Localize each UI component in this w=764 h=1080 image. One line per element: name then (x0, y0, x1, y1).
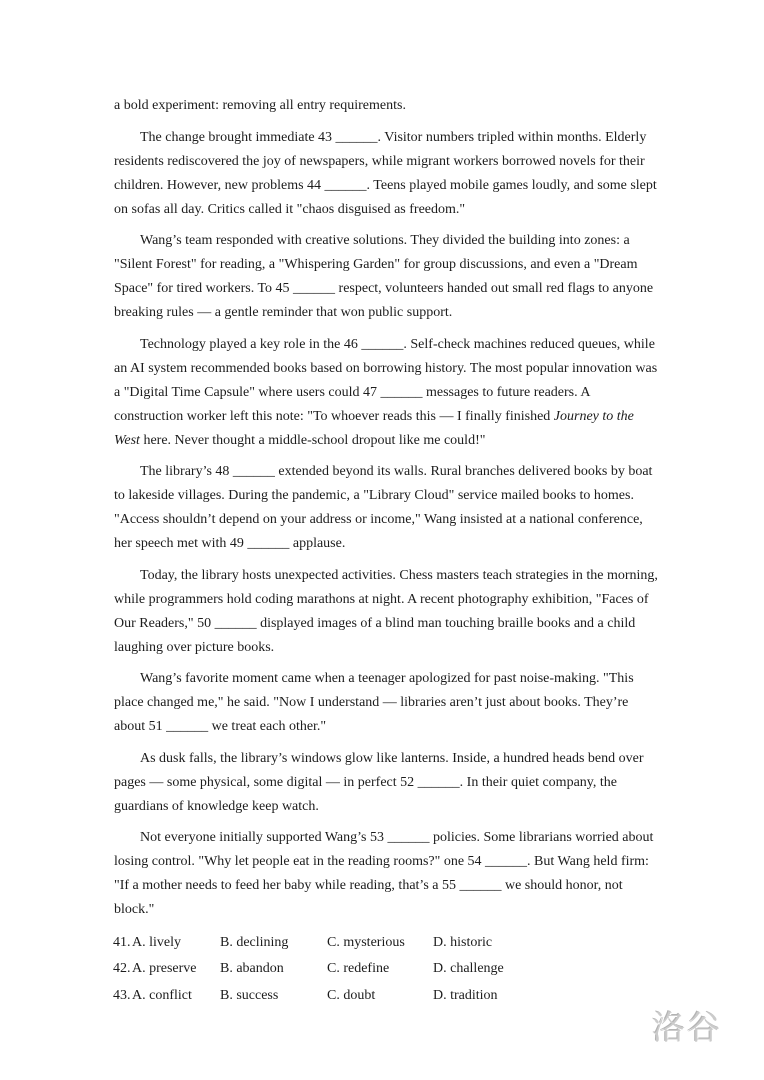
paragraph-4-text-before: Technology played a key role in the 46 ______. Self-check machines reduced queues, while an AI system recommended books based on borrowing history. The most popular innovation was a "Digital Time Capsule" where users could 47 ______ messages to future readers. A construction worker left this note: "To whoever reads this — I finally finished (114, 336, 658, 424)
option-row-42 (113, 956, 659, 983)
paragraph-9: Not everyone initially supported Wang’s 53 ______ policies. Some librarians worried about losing control. "Why let people eat in the reading rooms?" one 54 ______. But Wang held firm: "If a mother needs to feed her baby while reading, that’s a 55 ______ we should honor, not block." (114, 830, 654, 917)
option-row-41 (113, 930, 659, 957)
option-b: B. declining (220, 934, 289, 950)
option-c: C. mysterious (327, 934, 405, 950)
paragraph-7: Wang’s favorite moment came when a teenager apologized for past noise-making. "This place changed me," he said. "Now I understand — libraries aren’t just about books. They’re about 51 ______ we treat each other." (114, 671, 634, 734)
paragraph-4 (114, 333, 659, 453)
question-number: 42. (113, 961, 131, 976)
option-d: D. historic (433, 934, 493, 950)
options-list (114, 930, 659, 1010)
option-d: D. tradition (433, 987, 498, 1003)
option-a: A. lively (132, 934, 181, 950)
option-c: C. redefine (327, 961, 390, 976)
paragraph-6: Today, the library hosts unexpected activities. Chess masters teach strategies in the morning, while programmers hold coding marathons at night. A recent photography exhibition, "Faces of Our Readers," 50 ______ displayed images of a blind man touching braille books and a child laughing over picture books. (114, 567, 658, 655)
paragraph-continuation: a bold experiment: removing all entry requirements. (114, 98, 406, 113)
question-number: 41. (113, 934, 131, 950)
option-row-43 (113, 983, 659, 1010)
paragraph-8: As dusk falls, the library’s windows glow like lanterns. Inside, a hundred heads bend over pages — some physical, some digital — in perfect 52 ______. In their quiet company, the guardians of knowledge keep watch. (114, 750, 644, 814)
watermark-luogu: 洛谷 (652, 1008, 722, 1047)
paragraph-3: Wang’s team responded with creative solutions. They divided the building into zones: a "Silent Forest" for reading, a "Whispering Garden" for group discussions, and even a "Dream Space" for tired workers. To 45 ______ respect, volunteers handed out small red flags to anyone breaking rules — a gentle reminder that won public support. (114, 233, 654, 320)
passage-body (114, 94, 659, 1009)
question-number: 43. (113, 987, 131, 1003)
option-b: B. success (220, 987, 279, 1003)
paragraph-2: The change brought immediate 43 ______. Visitor numbers tripled within months. Elderly residents rediscovered the joy of newspapers, while migrant workers borrowed novels for their children. However, new problems 44 ______. Teens played mobile games loudly, and some slept on sofas all day. Critics called it "chaos disguised as freedom." (114, 129, 657, 217)
option-a: A. conflict (132, 987, 192, 1003)
option-b: B. abandon (220, 961, 284, 976)
option-d: D. challenge (433, 961, 504, 976)
option-a: A. preserve (132, 961, 197, 976)
paragraph-5: The library’s 48 ______ extended beyond its walls. Rural branches delivered books by boat to lakeside villages. During the pandemic, a "Library Cloud" service mailed books to homes. "Access shouldn’t depend on your address or income," Wang insisted at a national conference, her speech met with 49 ______ applause. (114, 464, 653, 551)
book-title-italic: Journey to the West (114, 408, 634, 448)
paragraph-4-text-after: here. Never thought a middle-school dropout like me could!" (139, 432, 486, 448)
option-c: C. doubt (327, 987, 376, 1003)
